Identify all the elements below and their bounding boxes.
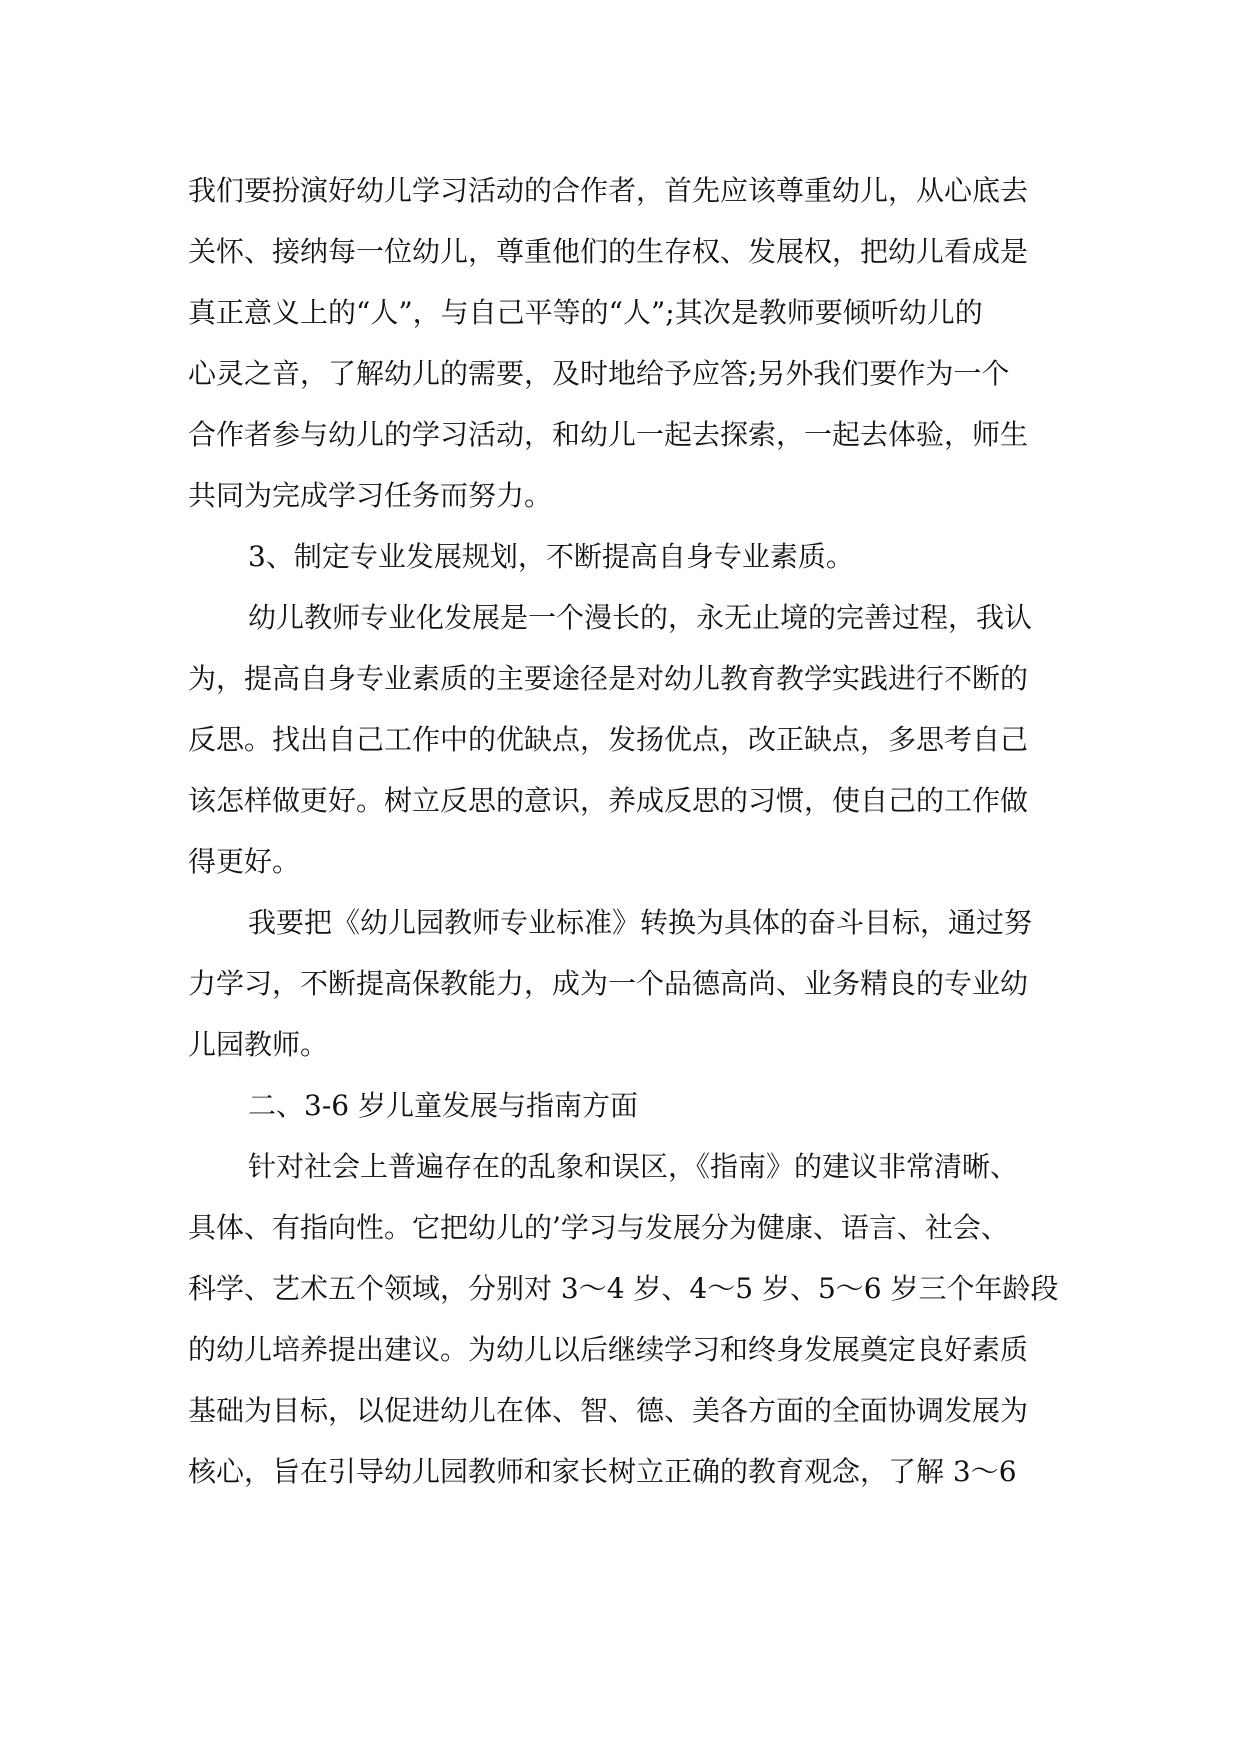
section-heading: 3、制定专业发展规划，不断提高自身专业素质。 <box>248 540 854 573</box>
text-line: 我要把《幼儿园教师专业标准》转换为具体的奋斗目标，通过努 <box>248 906 1033 939</box>
text-line: 关怀、接纳每一位幼儿，尊重他们的生存权、发展权，把幼儿看成是 <box>188 235 1029 268</box>
text-line: 心灵之音，了解幼儿的需要，及时地给予应答;另外我们要作为一个 <box>188 357 1010 390</box>
text-line: 的幼儿培养提出建议。为幼儿以后继续学习和终身发展奠定良好素质 <box>188 1333 1029 1366</box>
document-body <box>188 160 1059 1502</box>
section-heading: 二、3-6 岁儿童发展与指南方面 <box>248 1089 638 1122</box>
text-line: 科学、艺术五个领域，分别对 3～4 岁、4～5 岁、5～6 岁三个年龄段 <box>188 1272 1059 1305</box>
text-line: 真正意义上的“人”，与自己平等的“人”;其次是教师要倾听幼儿的 <box>188 296 983 329</box>
text-line: 针对社会上普遍存在的乱象和误区，《指南》的建议非常清晰、 <box>248 1150 1019 1183</box>
text-line: 基础为目标，以促进幼儿在体、智、德、美各方面的全面协调发展为 <box>188 1394 1029 1427</box>
text-line: 幼儿教师专业化发展是一个漫长的，永无止境的完善过程，我认 <box>248 601 1033 634</box>
text-line: 得更好。 <box>188 845 301 878</box>
text-line: 儿园教师。 <box>188 1028 329 1061</box>
text-line: 核心，旨在引导幼儿园教师和家长树立正确的教育观念，了解 3～6 <box>188 1455 1017 1488</box>
text-line: 为，提高自身专业素质的主要途径是对幼儿教育教学实践进行不断的 <box>188 662 1029 695</box>
text-line: 力学习，不断提高保教能力，成为一个品德高尚、业务精良的专业幼 <box>188 967 1029 1000</box>
text-line: 我们要扮演好幼儿学习活动的合作者，首先应该尊重幼儿，从心底去 <box>188 174 1029 207</box>
text-line: 共同为完成学习任务而努力。 <box>188 479 553 512</box>
text-line: 合作者参与幼儿的学习活动，和幼儿一起去探索，一起去体验，师生 <box>188 418 1029 451</box>
text-line: 该怎样做更好。树立反思的意识，养成反思的习惯，使自己的工作做 <box>188 784 1029 817</box>
text-line: 具体、有指向性。它把幼儿的’学习与发展分为健康、语言、社会、 <box>188 1211 1009 1244</box>
text-line: 反思。找出自己工作中的优缺点，发扬优点，改正缺点，多思考自己 <box>188 723 1029 756</box>
